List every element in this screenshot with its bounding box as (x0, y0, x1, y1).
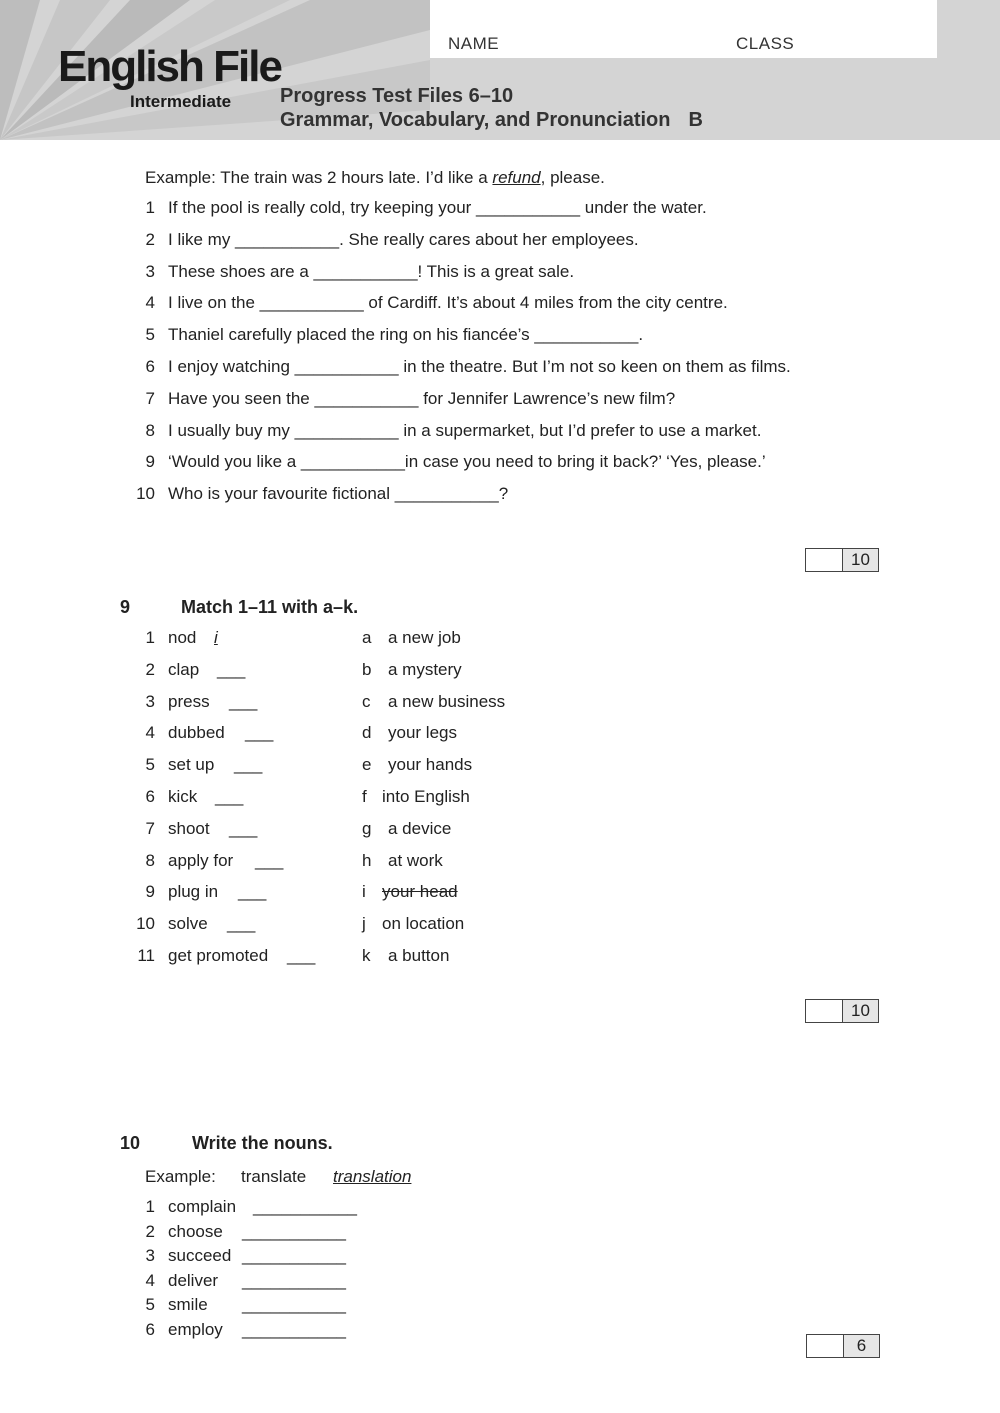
item-number: 3 (145, 691, 155, 711)
noun-base-word: employ (168, 1320, 223, 1339)
name-label: NAME (448, 34, 500, 53)
fill-blank-sentence[interactable]: I live on the ___________ of Cardiff. It’s about 4 miles from the city centre. (168, 293, 728, 313)
match-term: get promoted (168, 946, 269, 965)
match-term: apply for (168, 850, 234, 870)
section9-number: 9 (120, 597, 131, 617)
example-answer: refund (492, 168, 541, 187)
item-number: 10 (136, 484, 155, 504)
match-option: into English (382, 787, 470, 806)
match-letter: c (362, 691, 371, 711)
section8-example: Example: The train was 2 hours late. I’d like a refund, please. (145, 168, 605, 187)
section10-number: 10 (120, 1133, 141, 1153)
match-option: a button (388, 946, 450, 965)
fill-blank-sentence[interactable]: Have you seen the ___________ for Jennifer Lawrence’s new film? (168, 388, 676, 408)
match-option: a device (388, 818, 452, 838)
fill-blank-sentence[interactable]: Who is your favourite fictional ___________? (168, 484, 509, 504)
section10-title: Write the nouns. (192, 1133, 333, 1153)
item-number: 3 (145, 1246, 155, 1266)
score-input[interactable] (806, 549, 843, 571)
item-number: 2 (145, 1221, 155, 1241)
match-letter: g (362, 818, 372, 838)
match-option: at work (388, 850, 443, 870)
fill-blank-sentence[interactable]: I usually buy my ___________ in a supermarket, but I’d prefer to use a market. (168, 420, 762, 440)
match-answer-blank[interactable]: i (214, 628, 218, 647)
test-title-line2 (280, 108, 703, 132)
match-option: a new business (388, 691, 506, 711)
noun-base-word: succeed (168, 1246, 232, 1266)
page-header (0, 0, 1000, 140)
item-number: 4 (145, 723, 155, 743)
item-number: 5 (145, 325, 155, 345)
match-letter: b (362, 659, 372, 679)
match-option: a new job (388, 628, 461, 647)
item-number: 1 (145, 1197, 155, 1216)
noun-answer-blank[interactable]: ___________ (242, 1320, 347, 1339)
match-term: clap (168, 659, 200, 679)
match-answer-blank[interactable]: ___ (287, 946, 316, 965)
match-letter: k (362, 946, 371, 965)
score-total: 10 (843, 549, 878, 571)
item-number: 8 (145, 850, 155, 870)
match-answer-blank[interactable]: ___ (229, 818, 258, 838)
match-option: on location (382, 914, 465, 934)
match-term: solve (168, 914, 208, 934)
match-option: your hands (388, 755, 473, 775)
match-letter: i (362, 882, 366, 902)
match-answer-blank[interactable]: ___ (245, 723, 274, 743)
match-answer-blank[interactable]: ___ (217, 659, 246, 679)
item-number: 6 (145, 357, 155, 376)
match-letter: e (362, 755, 372, 775)
item-number: 2 (145, 659, 155, 679)
score-total: 10 (843, 1000, 878, 1022)
name-class-box (430, 0, 937, 58)
noun-answer-blank[interactable]: ___________ (253, 1197, 358, 1216)
item-number: 7 (145, 818, 155, 838)
item-number: 1 (145, 628, 155, 647)
match-letter: j (362, 914, 366, 934)
item-number: 9 (145, 452, 155, 472)
score-total: 6 (844, 1335, 879, 1357)
section9-title: Match 1–11 with a–k. (181, 597, 359, 617)
item-number: 1 (145, 198, 155, 217)
section10-example-word: translate (241, 1167, 307, 1186)
class-label: CLASS (736, 34, 795, 53)
match-option: your legs (388, 723, 457, 743)
fill-blank-sentence[interactable]: I enjoy watching ___________ in the theatre. But I’m not so keen on them as films. (168, 357, 791, 376)
match-answer-blank[interactable]: ___ (238, 882, 267, 902)
match-option: your head (382, 882, 458, 902)
item-number: 4 (145, 293, 155, 313)
section9-score-box (805, 999, 879, 1023)
match-answer-blank[interactable]: ___ (229, 691, 258, 711)
logo-subtitle: Intermediate (130, 92, 232, 111)
section10-score-box (806, 1334, 880, 1358)
logo: English File (58, 42, 281, 91)
match-letter: d (362, 723, 372, 743)
noun-answer-blank[interactable]: ___________ (242, 1270, 347, 1290)
match-answer-blank[interactable]: ___ (255, 850, 284, 870)
fill-blank-sentence[interactable]: These shoes are a ___________! This is a great sale. (168, 261, 575, 281)
noun-base-word: smile (168, 1295, 208, 1315)
noun-answer-blank[interactable]: ___________ (242, 1295, 347, 1315)
match-term: dubbed (168, 723, 225, 743)
fill-blank-sentence[interactable]: If the pool is really cold, try keeping your ___________ under the water. (168, 198, 707, 217)
noun-base-word: deliver (168, 1270, 219, 1290)
test-version: B (688, 109, 703, 131)
match-letter: a (362, 628, 372, 647)
match-answer-blank[interactable]: ___ (227, 914, 256, 934)
match-letter: f (362, 787, 367, 806)
item-number: 3 (145, 261, 155, 281)
test-title-line1: Progress Test Files 6–10 (280, 85, 514, 107)
noun-answer-blank[interactable]: ___________ (242, 1221, 347, 1241)
section10-example-answer: translation (333, 1167, 412, 1186)
fill-blank-sentence[interactable]: I like my ___________. She really cares about her employees. (168, 229, 639, 249)
item-number: 7 (145, 388, 155, 408)
noun-base-word: complain (168, 1197, 237, 1216)
match-term: shoot (168, 818, 210, 838)
item-number: 6 (145, 1320, 155, 1339)
test-title (280, 84, 703, 132)
item-number: 2 (145, 229, 155, 249)
item-number: 4 (145, 1270, 155, 1290)
match-answer-blank[interactable]: ___ (234, 755, 263, 775)
item-number: 8 (145, 420, 155, 440)
item-number: 5 (145, 755, 155, 775)
match-term: set up (168, 755, 215, 775)
match-option: a mystery (388, 659, 462, 679)
noun-base-word: choose (168, 1221, 223, 1241)
score-input[interactable] (806, 1000, 843, 1022)
section10-example-label: Example: (145, 1167, 216, 1186)
item-number: 10 (136, 914, 155, 934)
noun-answer-blank[interactable]: ___________ (242, 1246, 347, 1266)
item-number: 11 (137, 946, 155, 965)
item-number: 9 (145, 882, 155, 902)
match-letter: h (362, 850, 372, 870)
match-answer-blank[interactable]: ___ (215, 787, 244, 806)
fill-blank-sentence[interactable]: ‘Would you like a ___________in case you need to bring it back?’ ‘Yes, please.’ (168, 452, 766, 472)
section8-score-box (805, 548, 879, 572)
test-title-subject: Grammar, Vocabulary, and Pronunciation (280, 109, 671, 131)
score-input[interactable] (807, 1335, 844, 1357)
item-number: 6 (145, 787, 155, 806)
match-term: kick (168, 787, 198, 806)
match-term: nod (168, 628, 197, 647)
item-number: 5 (145, 1295, 155, 1315)
match-term: press (168, 691, 210, 711)
match-term: plug in (168, 882, 219, 902)
fill-blank-sentence[interactable]: Thaniel carefully placed the ring on his fiancée’s ___________. (168, 325, 644, 345)
